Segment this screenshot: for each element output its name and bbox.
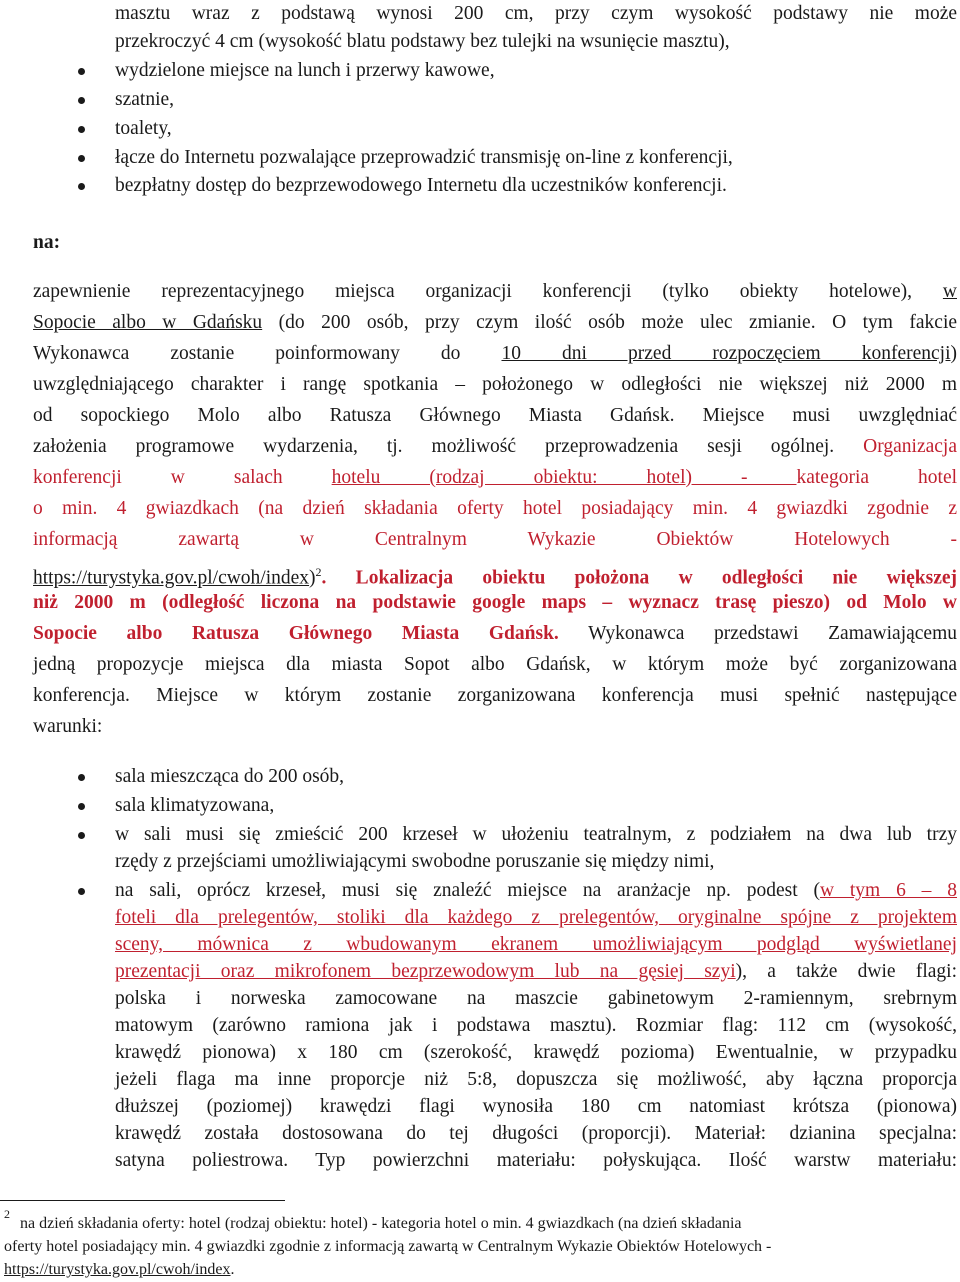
paragraph-line: założenia programowe wydarzenia, tj. możliwość przeprowadzenia sesji ogólnej. Organizacja xyxy=(33,436,957,457)
list-item: polska i norweska zamocowane na maszcie gabinetowym 2-ramiennym, srebrnym xyxy=(115,988,957,1009)
paragraph-line: https://turystyka.gov.pl/cwoh/index)$^2$. Lokalizacja obiektu położona w odległości nie większej xyxy=(33,565,957,589)
list-item: na sali, oprócz krzeseł, musi się znaleźć miejsce na aranżacje np. podest (w tym 6 – 8 xyxy=(115,880,957,901)
bullet-icon xyxy=(78,97,85,104)
paragraph-line: o min. 4 gwiazdkach (na dzień składania oferty hotel posiadający min. 4 gwiazdki zgodnie z xyxy=(33,498,957,519)
bullet-icon xyxy=(78,155,85,162)
list-item: szatnie, xyxy=(115,89,175,110)
list-item: krawędź została dostosowana do tej długości (proporcji). Materiał: dzianina specjalna: xyxy=(115,1123,957,1144)
list-item: bezpłatny dostęp do bezprzewodowego Internetu dla uczestników konferencji. xyxy=(115,175,727,196)
paragraph-line: jedną propozycje miejsca dla miasta Sopot albo Gdańsk, w którym może być zorganizowana xyxy=(33,654,957,675)
paragraph-line: uwzględniającego charakter i rangę spotkania – położonego w odległości nie większej niż 2000 m xyxy=(33,374,957,395)
list-item: prezentacji oraz mikrofonem bezprzewodowym lub na gęsiej szyi), a także dwie flagi: xyxy=(115,961,957,982)
list-item: rzędy z przejściami umożliwiającymi swobodne poruszanie się między nimi, xyxy=(115,851,715,872)
paragraph-line: Sopocie albo w Gdańsku (do 200 osób, przy czym ilość osób może ulec zmianie. O tym fakcie xyxy=(33,312,958,333)
bullet-icon xyxy=(78,68,85,75)
bullet-icon xyxy=(78,126,85,133)
list-item: sala mieszcząca do 200 osób, xyxy=(115,766,345,787)
list-item: w sali musi się zmieścić 200 krzeseł w ułożeniu teatralnym, z podziałem na dwa lub trzy xyxy=(115,824,957,845)
footnote-separator xyxy=(0,1200,285,1201)
bullet-icon xyxy=(78,832,85,839)
footnote-line: https://turystyka.gov.pl/cwoh/index. xyxy=(4,1261,235,1278)
list-item: jeżeli flaga ma inne proporcje niż 5:8, dopuszcza się możliwość, aby łączna proporcja xyxy=(115,1069,957,1090)
list-item: dłuższej (poziomej) krawędzi flagi wynosiła 180 cm natomiast krótsza (pionowa) xyxy=(115,1096,957,1117)
list-item: sceny, mównica z wbudowanym ekranem umożliwiającym podgląd wyświetlanej xyxy=(115,934,957,955)
paragraph-line: od sopockiego Molo albo Ratusza Głównego Miasta Gdańsk. Miejsce musi uwzględniać xyxy=(33,405,957,426)
list-item: toalety, xyxy=(115,118,172,139)
bullet-icon xyxy=(78,803,85,810)
paragraph-line: Wykonawca zostanie poinformowany do 10 dni przed rozpoczęciem konferencji) xyxy=(33,343,957,364)
footnote-link[interactable]: https://turystyka.gov.pl/cwoh/index xyxy=(4,1261,231,1278)
bullet-icon xyxy=(78,774,85,781)
paragraph-line: niż 2000 m (odległość liczona na podstawie google maps – wyznacz trasę pieszo) od Molo w xyxy=(33,592,957,613)
list-item: sala klimatyzowana, xyxy=(115,795,275,816)
list-item: matowym (zarówno ramiona jak i podstawa masztu). Rozmiar flag: 112 cm (wysokość, xyxy=(115,1015,957,1036)
footnote-number: 2 xyxy=(4,1207,10,1221)
turystyka-link[interactable]: https://turystyka.gov.pl/cwoh/index xyxy=(33,567,310,589)
text-line: przekroczyć 4 cm (wysokość blatu podstawy bez tulejki na wsunięcie masztu), xyxy=(115,31,730,52)
text-line: masztu wraz z podstawą wynosi 200 cm, przy czym wysokość podstawy nie może xyxy=(115,3,957,24)
footnote-line: na dzień składania oferty: hotel (rodzaj obiektu: hotel) - kategoria hotel o min. 4 gwiazdkach (na dzień składania xyxy=(20,1215,742,1232)
list-item: krawędź pionowa) x 180 cm (szerokość, krawędź pozioma) Ewentualnie, w przypadku xyxy=(115,1042,957,1063)
bullet-icon xyxy=(78,183,85,190)
list-item: łącze do Internetu pozwalające przeprowadzić transmisję on-line z konferencji, xyxy=(115,147,733,168)
paragraph-line: informacją zawartą w Centralnym Wykazie Obiektów Hotelowych - xyxy=(33,529,957,550)
paragraph-line: warunki: xyxy=(33,716,103,737)
paragraph-line: Sopocie albo Ratusza Głównego Miasta Gdańsk. Wykonawca przedstawi Zamawiającemu xyxy=(33,623,957,644)
list-item: wydzielone miejsce na lunch i przerwy kawowe, xyxy=(115,60,495,81)
bullet-icon xyxy=(78,888,85,895)
paragraph-line: konferencja. Miejsce w którym zostanie zorganizowana konferencja musi spełnić następujące xyxy=(33,685,957,706)
list-item: satyna poliestrowa. Typ powierzchni materiału: połyskująca. Ilość warstw materiału: xyxy=(115,1150,957,1171)
section-heading: na: xyxy=(33,232,61,253)
paragraph-line: konferencji w salach hotelu (rodzaj obiektu: hotel) - kategoria hotel xyxy=(33,467,958,488)
list-item: foteli dla prelegentów, stoliki dla każdego z prelegentów, oryginalne spójne z projektem xyxy=(115,907,957,928)
paragraph-line: zapewnienie reprezentacyjnego miejsca organizacji konferencji (tylko obiekty hotelowe), w xyxy=(33,281,957,302)
footnote-line: oferty hotel posiadający min. 4 gwiazdki zgodnie z informacją zawartą w Centralnym Wykazie Obiektów Hotelowych - xyxy=(4,1238,772,1255)
